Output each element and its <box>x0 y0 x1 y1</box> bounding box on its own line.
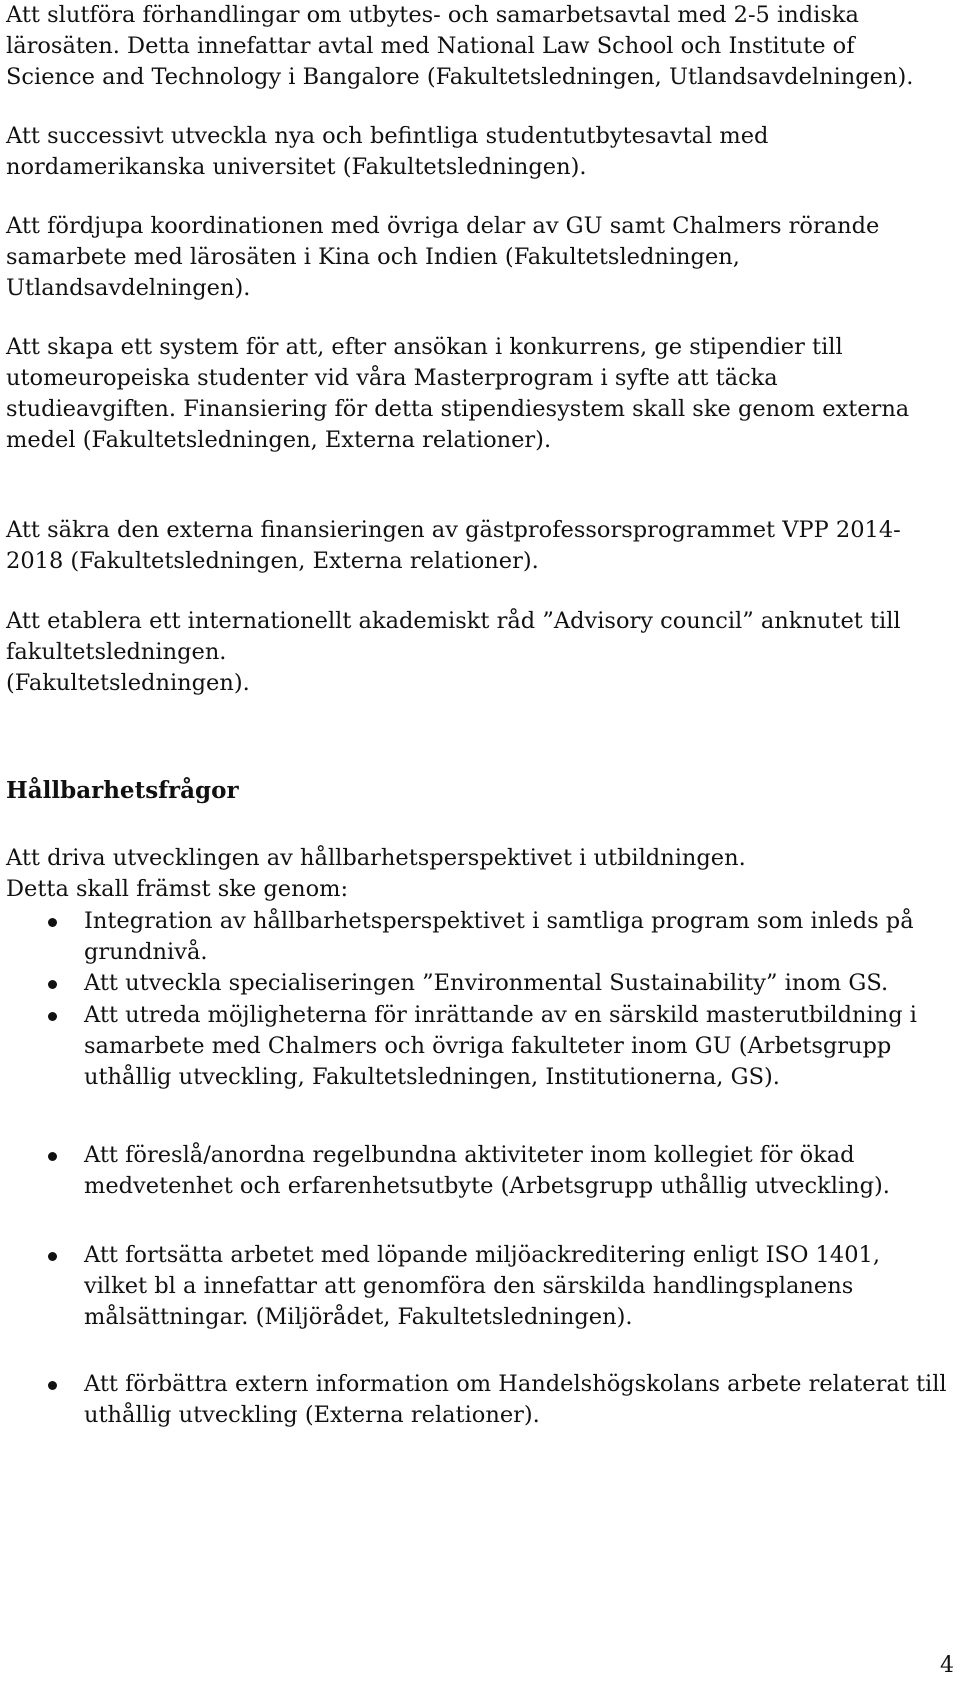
paragraph-indian-agreements <box>6 0 936 93</box>
paragraph-china-india-coordination <box>6 211 936 304</box>
bullet-icon <box>48 918 57 927</box>
text-line: 2018 (Fakultetsledningen, Externa relationer). <box>6 548 539 574</box>
text-line: Att skapa ett system för att, efter ansökan i konkurrens, ge stipendier till <box>6 334 843 360</box>
text-line: Att föreslå/anordna regelbundna aktiviteter inom kollegiet för ökad <box>84 1142 855 1168</box>
text-line: Att fördjupa koordinationen med övriga delar av GU samt Chalmers rörande <box>6 213 880 239</box>
paragraph-north-american-exchange <box>6 121 936 183</box>
list-item <box>84 1240 944 1333</box>
paragraph-guest-professor-funding <box>6 515 936 577</box>
section-heading: Hållbarhetsfrågor <box>6 777 239 804</box>
text-line: Att etablera ett internationellt akademiskt råd ”Advisory council” anknutet till <box>6 608 901 634</box>
text-line: grundnivå. <box>84 939 208 965</box>
text-line: uthållig utveckling, Fakultetsledningen, Institutionerna, GS). <box>84 1064 780 1090</box>
bullet-icon <box>48 1252 57 1261</box>
text-line: Utlandsavdelningen). <box>6 275 251 301</box>
bullet-icon <box>48 1381 57 1390</box>
text-line: (Fakultetsledningen). <box>6 670 250 696</box>
text-line: Detta skall främst ske genom: <box>6 876 349 902</box>
text-line: utomeuropeiska studenter vid våra Masterprogram i syfte att täcka <box>6 365 778 391</box>
text-line: studieavgiften. Finansiering för detta stipendiesystem skall ske genom externa <box>6 396 910 422</box>
text-line: uthållig utveckling (Externa relationer). <box>84 1402 540 1428</box>
paragraph-scholarship-system <box>6 332 936 456</box>
list-item <box>84 968 944 999</box>
text-line: Att fortsätta arbetet med löpande miljöackreditering enligt ISO 1401, <box>84 1242 880 1268</box>
text-line: medvetenhet och erfarenhetsutbyte (Arbetsgrupp uthållig utveckling). <box>84 1173 890 1199</box>
text-line: lärosäten. Detta innefattar avtal med National Law School och Institute of <box>6 33 855 59</box>
text-line: samarbete med Chalmers och övriga fakulteter inom GU (Arbetsgrupp <box>84 1033 892 1059</box>
text-line: fakultetsledningen. <box>6 639 227 665</box>
bullet-icon <box>48 980 57 989</box>
text-line: Att successivt utveckla nya och befintliga studentutbytesavtal med <box>6 123 769 149</box>
list-item <box>84 1000 944 1093</box>
bullet-icon <box>48 1012 57 1021</box>
text-line: medel (Fakultetsledningen, Externa relationer). <box>6 427 552 453</box>
text-line: Att utreda möjligheterna för inrättande av en särskild masterutbildning i <box>84 1002 917 1028</box>
page-number: 4 <box>940 1653 954 1678</box>
list-item <box>84 1140 944 1202</box>
text-line: Att säkra den externa finansieringen av gästprofessorsprogrammet VPP 2014- <box>6 517 901 543</box>
text-line: samarbete med lärosäten i Kina och Indien (Fakultetsledningen, <box>6 244 740 270</box>
text-line: Att slutföra förhandlingar om utbytes- och samarbetsavtal med 2-5 indiska <box>6 2 859 28</box>
text-line: Integration av hållbarhetsperspektivet i samtliga program som inleds på <box>84 908 914 934</box>
text-line: Att driva utvecklingen av hållbarhetsperspektivet i utbildningen. <box>6 845 746 871</box>
text-line: nordamerikanska universitet (Fakultetsledningen). <box>6 154 587 180</box>
text-line: Science and Technology i Bangalore (Fakultetsledningen, Utlandsavdelningen). <box>6 64 914 90</box>
section-intro <box>6 843 936 905</box>
text-line: Att utveckla specialiseringen ”Environmental Sustainability” inom GS. <box>84 970 889 996</box>
bullet-icon <box>48 1152 57 1161</box>
list-item <box>84 1369 947 1431</box>
text-line: målsättningar. (Miljörådet, Fakultetsledningen). <box>84 1304 633 1330</box>
paragraph-advisory-council <box>6 606 936 699</box>
list-item <box>84 906 944 968</box>
text-line: Att förbättra extern information om Handelshögskolans arbete relaterat till <box>84 1371 947 1397</box>
text-line: vilket bl a innefattar att genomföra den särskilda handlingsplanens <box>84 1273 854 1299</box>
